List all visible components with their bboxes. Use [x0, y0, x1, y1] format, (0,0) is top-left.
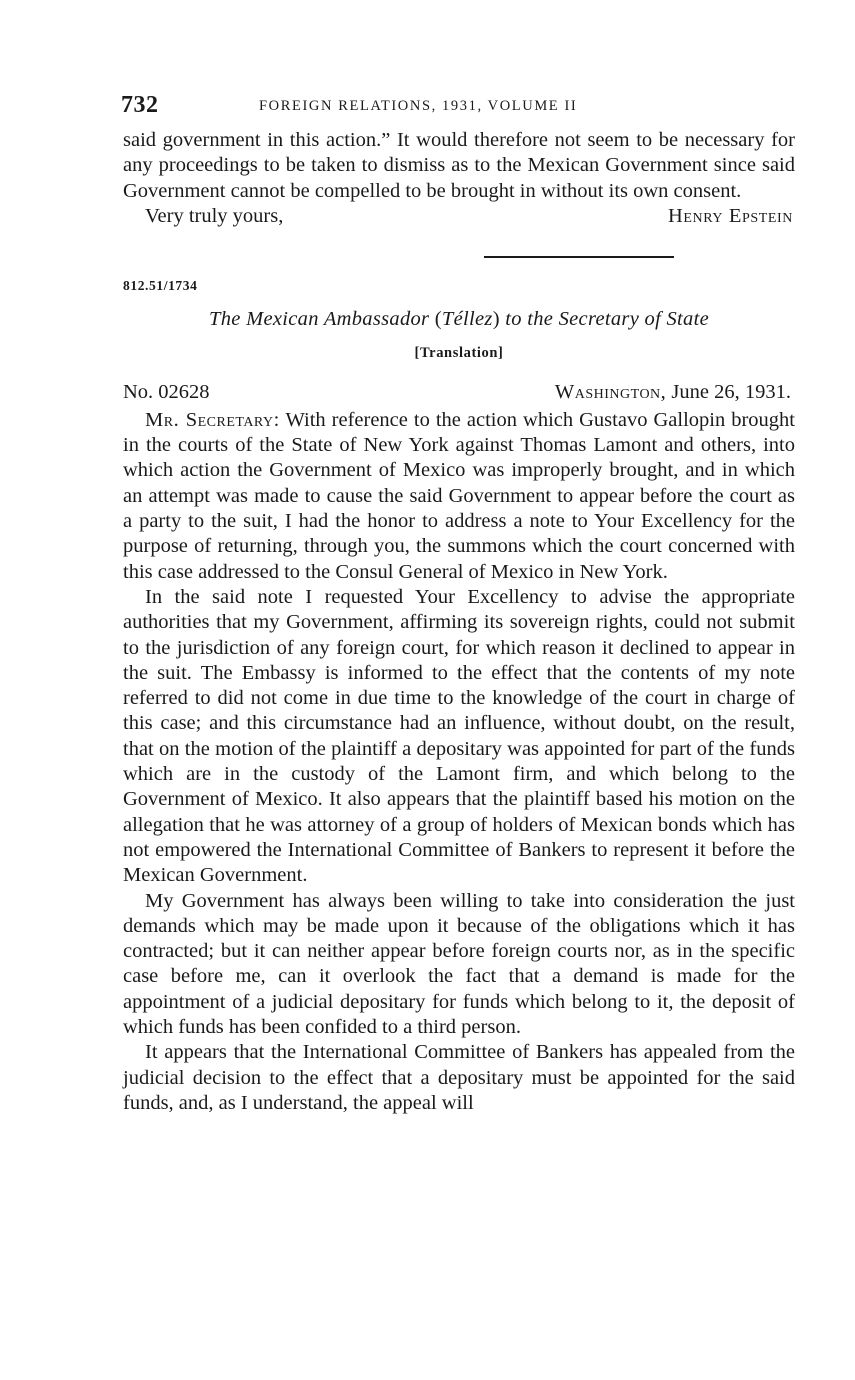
paragraph-2: In the said note I requested Your Excellency to advise the appropriate authorities that my Government, affirming its sovereign rights, could not submit to the jurisdiction of any foreign court, for which reason it declined to appear in the suit. The Embassy is informed to the effect that the contents of my note referred to did not come in due time to the knowledge of the court in charge of this case; and this circumstance had an influence, without doubt, on the result, that on the motion of the plaintiff a depositary was appointed for part of the funds which are in the custody of the Lamont firm, and which belong to the Government of Mexico. It also appears that the plaintiff based his motion on the allegation that he was attorney of a group of holders of Mexican bonds which has not empowered the International Committee of Bankers to represent it before the Mexican Government. [123, 585, 795, 887]
section-divider [484, 256, 674, 258]
salutation: Mr. Secretary: [145, 408, 280, 431]
letter-signature: Henry Epstein [667, 204, 793, 227]
page-number: 732 [121, 92, 159, 118]
paragraph-3: My Government has always been willing to take into consideration the just demands which may be made upon it because of the obligations which it has contracted; but it can neither appear before foreign courts nor, as in the specific case before me, can it overlook the fact that a demand is made for the appointment of a judicial depositary for funds which belong to it, the deposit of which funds has been confided to a third person. [123, 889, 795, 1039]
dateline-date: June 26, 1931. [671, 380, 791, 403]
closing-row [123, 204, 795, 230]
file-number: 812.51/1734 [123, 277, 198, 293]
document-number: No. 02628 [123, 380, 210, 403]
letter-closing: Very truly yours, [145, 204, 284, 227]
document-heading: The Mexican Ambassador (Téllez) to the Secretary of State [209, 307, 709, 330]
dateline-place: Washington, [554, 380, 667, 403]
heading-name: Téllez [441, 307, 493, 330]
document-page [123, 88, 795, 1116]
dateline [555, 380, 791, 405]
heading-recipient: to the Secretary of State [505, 307, 709, 330]
running-title: FOREIGN RELATIONS, 1931, VOLUME II [259, 98, 578, 114]
heading-sender: The Mexican Ambassador [209, 307, 430, 330]
previous-letter-text: said government in this action.” It would therefore not seem to be necessary for any proceedings to be taken to dismiss as to the Mexican Government since said Government cannot be compelled to be brought in without its own consent. [123, 129, 795, 202]
running-head [123, 88, 795, 128]
translation-note: [Translation] [414, 344, 504, 361]
dateline-row [123, 380, 795, 408]
paragraph-1 [123, 408, 795, 585]
paragraph-1-text: With reference to the action which Gustavo Gallopin brought in the courts of the State of New York against Thomas Lamont and others, into which action the Government of Mexico was improperly brought, and in which an attempt was made to cause the said Government to appear before the court as a party to the suit, I had the honor to address a note to Your Excellency for the purpose of returning, through you, the summons which the court concerned with this case addressed to the Consul General of Mexico in New York. [123, 408, 795, 583]
paragraph-4: It appears that the International Committee of Bankers has appealed from the judicial decision to the effect that a depositary must be appointed for the said funds, and, as I understand, the appeal will [123, 1041, 795, 1114]
